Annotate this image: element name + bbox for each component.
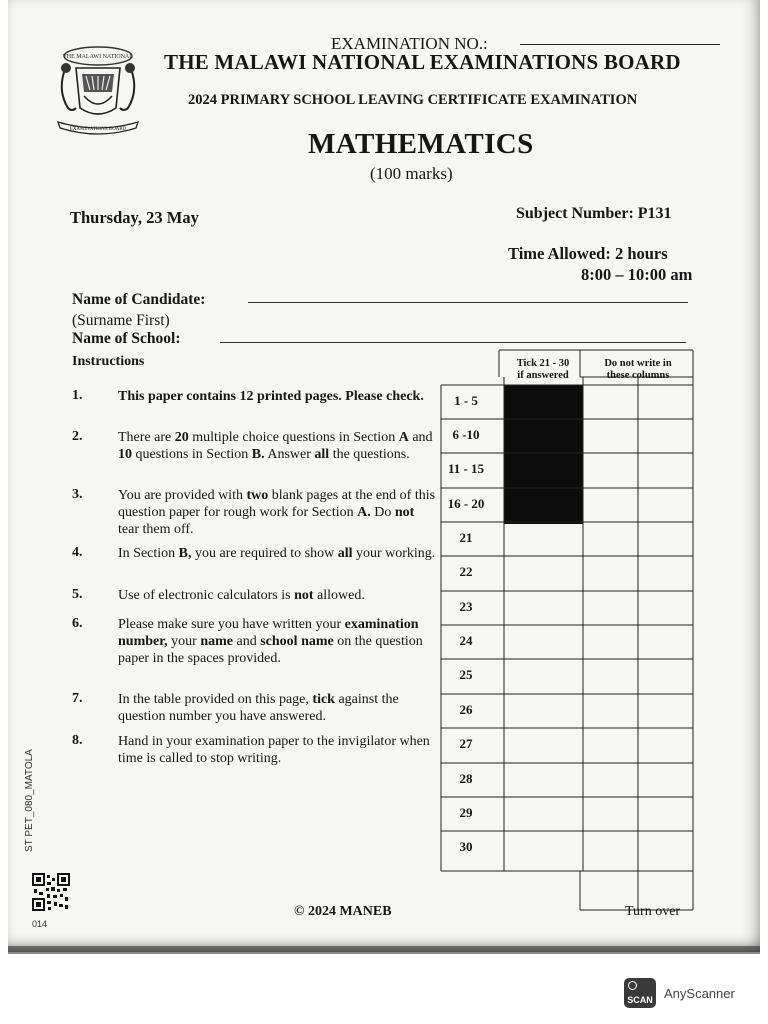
copyright: © 2024 MANEB — [294, 904, 392, 919]
instruction-text: Use of electronic calculators is not allowed. — [118, 588, 365, 603]
question-row-label: 22 — [459, 564, 473, 579]
question-row-label: 27 — [459, 736, 473, 751]
subject-number: Subject Number: P131 — [516, 205, 672, 222]
instruction-text: Hand in your examination paper to the invigilator when time is called to stop writing. — [118, 734, 430, 766]
time-range: 8:00 – 10:00 am — [581, 265, 693, 284]
instruction-number: 7. — [72, 691, 83, 706]
instructions-title: Instructions — [72, 354, 145, 369]
instruction-number: 3. — [72, 487, 83, 502]
time-allowed: Time Allowed: 2 hours — [508, 244, 668, 263]
maneb-crest-icon — [50, 42, 146, 138]
paper-shadow — [8, 946, 760, 954]
certificate-title: 2024 PRIMARY SCHOOL LEAVING CERTIFICATE EXAMINATION — [188, 92, 638, 108]
tick-column-header: Tick 21 - 30 if answered — [516, 358, 570, 381]
question-row-label: 6 -10 — [452, 427, 480, 442]
total-marks: (100 marks) — [370, 164, 453, 183]
question-row-label: 1 - 5 — [454, 393, 478, 408]
instruction-text: There are 20 multiple choice questions in Section A and 10 questions in Section B. Answer all the questions. — [118, 430, 433, 462]
question-row-label: 28 — [459, 771, 473, 786]
question-row-label: 23 — [459, 599, 473, 614]
question-row-label: 26 — [459, 702, 473, 717]
instruction-number: 2. — [72, 429, 83, 444]
candidate-name-label: Name of Candidate: — [72, 291, 206, 308]
question-row-label: 21 — [459, 530, 473, 545]
no-write-column-header: Do not write in these columns — [604, 358, 672, 381]
instruction-text: Please make sure you have written your examination number, your name and school name on the question paper in the spaces provided. — [118, 617, 423, 666]
page-code: 014 — [32, 919, 48, 929]
subject-title: MATHEMATICS — [308, 128, 534, 160]
turn-over-note: Turn over — [625, 904, 681, 919]
qr-code-icon — [32, 873, 70, 911]
school-name-label: Name of School: — [72, 330, 181, 347]
board-title: THE MALAWI NATIONAL EXAMINATIONS BOARD — [164, 50, 681, 74]
instruction-text: You are provided with two blank pages at the end of this question paper for rough work for Section A. Do not tear them off. — [118, 488, 436, 537]
instruction-text: In Section B, you are required to show all your working. — [118, 546, 436, 561]
question-row-label: 29 — [459, 805, 473, 820]
seal-text-bottom: EXAMINATIONS BOARD — [69, 127, 127, 132]
instruction-number: 4. — [72, 545, 83, 560]
exam-date: Thursday, 23 May — [70, 208, 199, 227]
exam-number-label: EXAMINATION NO.: — [331, 34, 488, 53]
question-row-label: 11 - 15 — [447, 461, 485, 476]
exam-paper — [8, 0, 760, 952]
candidate-name-line — [248, 302, 688, 303]
instruction-number: 1. — [72, 388, 83, 403]
scan-app-icon: SCAN — [624, 978, 656, 1008]
surname-note: (Surname First) — [72, 312, 170, 329]
question-row-label: 30 — [459, 839, 473, 854]
instruction-text: In the table provided on this page, tick against the question number you have answered. — [118, 692, 399, 724]
instruction-number: 6. — [72, 616, 83, 631]
seal-text-top: THE MALAWI NATIONAL — [63, 54, 133, 60]
question-row-label: 25 — [459, 667, 473, 682]
instruction-text: This paper contains 12 printed pages. Please check. — [118, 389, 424, 404]
side-code: ST PET_080_MATOLA — [24, 749, 35, 852]
question-row-label: 24 — [459, 633, 473, 648]
shaded-mcq-area — [504, 385, 583, 524]
instruction-number: 8. — [72, 733, 83, 748]
question-row-label: 16 - 20 — [447, 496, 485, 511]
instruction-number: 5. — [72, 587, 83, 602]
scanner-watermark — [624, 978, 735, 1008]
exam-number-line — [520, 44, 720, 45]
scanner-app-name: AnyScanner — [664, 985, 735, 1001]
